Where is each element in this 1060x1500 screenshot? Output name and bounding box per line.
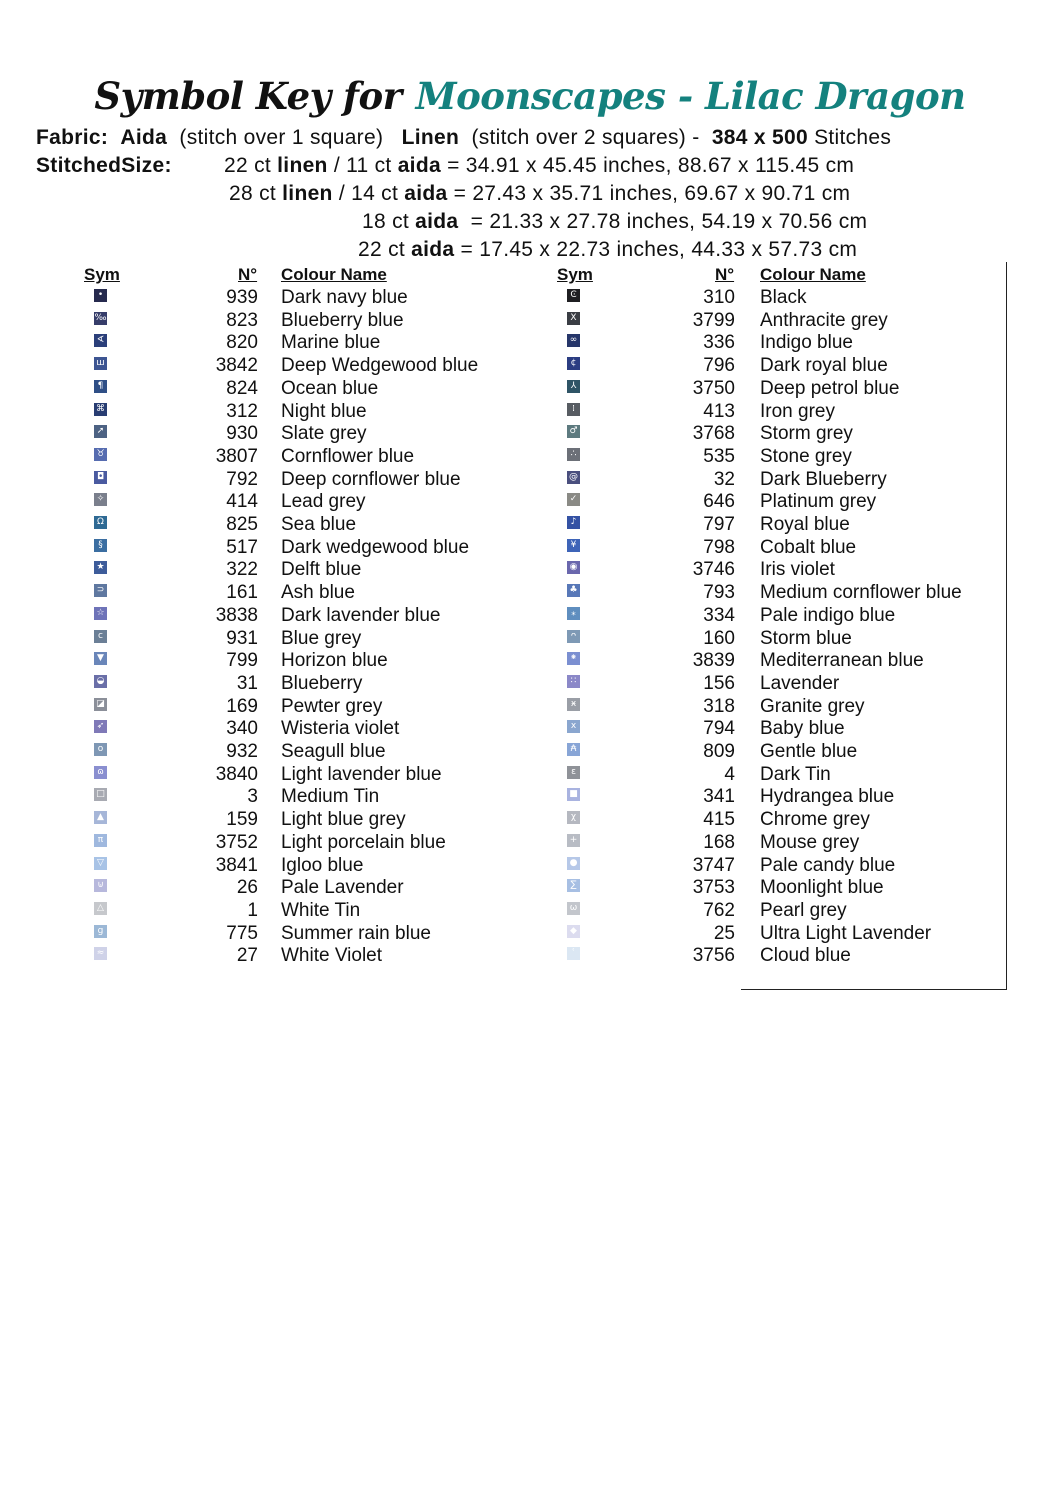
table-row [0, 901, 1060, 923]
colour-name: Ultra Light Lavender [760, 922, 932, 944]
thread-number: 32 [713, 468, 735, 490]
size-fabric: aida [415, 210, 459, 233]
symbol-swatch-icon: ◘ [94, 471, 107, 484]
thread-number: 3768 [692, 423, 735, 445]
size-dimensions: = 34.91 x 45.45 inches, 88.67 x 115.45 cm [440, 154, 855, 177]
page-title [0, 74, 1060, 118]
symbol-swatch-icon: ɷ [94, 766, 107, 779]
symbol-swatch-icon: ▲ [94, 811, 107, 824]
symbol-swatch-icon: ♉ [94, 448, 107, 461]
thread-number: 3 [247, 786, 258, 808]
thread-number: 3750 [692, 377, 735, 399]
size-fabric: aida [397, 154, 441, 177]
colour-name: Granite grey [760, 695, 865, 717]
colour-name: Delft blue [281, 559, 362, 581]
fabric-linen: Linen [401, 126, 460, 149]
colour-name: Moonlight blue [760, 877, 884, 899]
table-row [0, 583, 1060, 605]
size-fabric: linen [277, 154, 328, 177]
colour-name: Gentle blue [760, 741, 858, 762]
symbol-swatch-icon: g [94, 925, 107, 938]
thread-number: 4 [724, 763, 735, 785]
symbol-swatch-icon: Х [567, 312, 580, 325]
table-row [0, 379, 1060, 401]
table-row [0, 833, 1060, 855]
thread-number: 334 [703, 604, 735, 626]
thread-number: 31 [236, 672, 258, 694]
symbol-swatch-icon: ¢ [567, 357, 580, 370]
colour-name: Black [760, 287, 807, 308]
colour-name: Medium Tin [281, 786, 380, 808]
thread-number: 3841 [215, 854, 258, 876]
size-fabric: aida [404, 182, 448, 205]
table-row [0, 742, 1060, 764]
symbol-swatch-icon: ⊃ [94, 584, 107, 597]
symbol-swatch-icon: @ [569, 471, 578, 482]
thread-number: 340 [226, 718, 258, 740]
colour-name: Storm grey [760, 423, 853, 445]
thread-number: 1 [247, 899, 258, 921]
symbol-swatch-icon: ▼ [94, 652, 107, 665]
colour-name: White Violet [281, 945, 383, 967]
symbol-swatch-icon: ᴖ [567, 630, 580, 643]
thread-number: 930 [226, 423, 258, 445]
thread-number: 646 [703, 491, 735, 513]
colour-name: Lead grey [281, 491, 366, 513]
thread-number: 824 [226, 377, 258, 399]
thread-number: 517 [226, 536, 258, 558]
thread-number: 823 [226, 309, 258, 331]
colour-name: Cloud blue [760, 945, 851, 967]
thread-number: 415 [703, 809, 735, 831]
size-count: / 14 ct [332, 182, 405, 205]
table-row [0, 878, 1060, 900]
symbol-swatch-icon: x [567, 720, 580, 733]
size-count: / 11 ct [327, 154, 398, 177]
symbol-swatch-icon: Ω [94, 516, 107, 529]
colour-name: Storm blue [760, 627, 852, 649]
table-row [0, 356, 1060, 378]
symbol-swatch-icon: ➶ [94, 720, 107, 733]
header-sym-left: Sym [84, 265, 120, 284]
symbol-swatch-icon: ω [567, 902, 580, 915]
symbol-swatch-icon: ✧ [94, 493, 107, 506]
thread-number: 931 [226, 627, 258, 649]
size-dimensions: = 21.33 x 27.78 inches, 54.19 x 70.56 cm [458, 210, 868, 233]
symbol-swatch-icon: △ [94, 902, 107, 915]
colour-name: Cornflower blue [281, 445, 415, 467]
thread-number: 312 [226, 400, 258, 422]
colour-name: Night blue [281, 400, 367, 422]
colour-name: Anthracite grey [760, 309, 888, 331]
colour-name: Stone grey [760, 445, 852, 467]
thread-number: 322 [226, 559, 258, 581]
symbol-swatch-icon: o [94, 743, 107, 756]
colour-name: White Tin [281, 899, 361, 921]
symbol-swatch-icon: ♂ [567, 425, 580, 438]
title-pattern-name: Moonscapes - Lilac Dragon [415, 74, 966, 118]
colour-name: Wisteria violet [281, 718, 400, 740]
colour-name: Platinum grey [760, 491, 877, 513]
symbol-swatch-icon: ■ [567, 788, 580, 801]
colour-name: Igloo blue [281, 854, 364, 876]
table-row [0, 311, 1060, 333]
symbol-swatch-icon: ₳ [567, 743, 580, 756]
colour-name: Dark lavender blue [281, 604, 441, 626]
colour-name: Pearl grey [760, 899, 847, 921]
thread-number: 3839 [692, 650, 735, 672]
table-row [0, 651, 1060, 673]
size-fabric: linen [282, 182, 333, 205]
table-row [0, 492, 1060, 514]
colour-name: Horizon blue [281, 650, 388, 672]
colour-name: Blue grey [281, 627, 362, 649]
symbol-swatch-icon: ∞ [567, 334, 580, 347]
symbol-swatch-icon: Ͼ [567, 289, 580, 302]
thread-number: 809 [703, 741, 735, 762]
fabric-linen-note: (stitch over 2 squares) - [471, 126, 700, 149]
fabric-stitches: Stitches [814, 126, 892, 149]
colour-name: Marine blue [281, 332, 381, 354]
table-row [0, 719, 1060, 741]
symbol-swatch-icon: ⁎ [567, 607, 580, 620]
fabric-aida-note: (stitch over 1 square) [179, 126, 384, 149]
colour-name: Dark Tin [760, 763, 831, 785]
thread-number: 775 [226, 922, 258, 944]
fabric-dims: 384 x 500 [711, 126, 808, 149]
stitched-size-line [358, 238, 857, 262]
size-count: 22 ct [224, 154, 278, 177]
fabric-label: Fabric: [36, 126, 109, 149]
table-row [0, 402, 1060, 424]
thread-number: 159 [226, 809, 258, 831]
thread-number: 820 [226, 332, 258, 354]
thread-number: 825 [226, 514, 258, 535]
symbol-swatch-icon: ⁕ [567, 652, 580, 665]
colour-name: Dark wedgewood blue [281, 536, 470, 558]
symbol-swatch-icon: ◉ [567, 561, 580, 574]
symbol-swatch-icon: ☆ [94, 607, 107, 620]
symbol-swatch-icon: ✓ [567, 493, 580, 506]
thread-number: 762 [703, 899, 735, 921]
thread-number: 161 [226, 582, 258, 604]
colour-name: Medium cornflower blue [760, 582, 962, 604]
symbol-swatch-icon: ➚ [94, 425, 107, 438]
table-row [0, 629, 1060, 651]
colour-name: Light blue grey [281, 809, 406, 831]
symbol-swatch-icon: ∴ [567, 448, 580, 461]
thread-number: 3840 [215, 763, 258, 785]
symbol-swatch-icon: ◆ [567, 925, 580, 938]
symbol-swatch-icon: ≈ [94, 947, 107, 960]
thread-number: 3752 [215, 831, 258, 853]
table-row [0, 333, 1060, 355]
symbol-swatch-icon: ʿ [567, 947, 580, 960]
thread-number: 798 [703, 536, 735, 558]
size-count: 22 ct [358, 238, 412, 261]
symbol-swatch-icon: ★ [94, 561, 107, 574]
thread-number: 27 [236, 945, 258, 967]
table-row [0, 697, 1060, 719]
symbol-swatch-icon: π [94, 834, 107, 847]
table-row [0, 288, 1060, 310]
table-row [0, 447, 1060, 469]
symbol-swatch-icon: ● [567, 857, 580, 870]
symbol-swatch-icon: □ [94, 788, 107, 801]
colour-name: Iris violet [760, 559, 835, 581]
table-row [0, 538, 1060, 560]
colour-name: Cobalt blue [760, 536, 857, 558]
symbol-swatch-icon: + [567, 834, 580, 847]
header-name-left: Colour Name [281, 265, 387, 284]
colour-name: Indigo blue [760, 332, 853, 354]
symbol-swatch-icon: ⁞ [567, 403, 580, 416]
stitched-size-line [362, 210, 867, 234]
colour-name: Deep petrol blue [760, 377, 900, 399]
stitched-size-line [224, 154, 854, 178]
fabric-line [36, 126, 891, 150]
thread-number: 793 [703, 582, 735, 604]
symbol-swatch-icon: ∢ [94, 334, 107, 347]
colour-name: Dark navy blue [281, 287, 408, 308]
thread-number: 414 [226, 491, 258, 513]
colour-name: Lavender [760, 672, 840, 694]
table-row [0, 810, 1060, 832]
table-row [0, 946, 1060, 968]
thread-number: 797 [703, 514, 735, 535]
header-num-left: N° [238, 265, 258, 284]
colour-name: Pale indigo blue [760, 604, 896, 626]
symbol-swatch-icon: ‰ [94, 312, 107, 323]
thread-number: 25 [713, 922, 735, 944]
symbol-swatch-icon: ∑ [567, 879, 580, 892]
thread-number: 939 [226, 287, 258, 308]
colour-name: Dark Blueberry [760, 468, 887, 490]
thread-number: 160 [703, 627, 735, 649]
fabric-aida: Aida [120, 126, 168, 149]
thread-number: 156 [703, 672, 735, 694]
symbol-swatch-icon: ɛ [567, 766, 580, 779]
symbol-swatch-icon: ▽ [94, 857, 107, 870]
table-row [0, 856, 1060, 878]
thread-number: 413 [703, 400, 735, 422]
table-row [0, 606, 1060, 628]
size-count: 28 ct [229, 182, 283, 205]
symbol-swatch-icon: ◪ [94, 698, 107, 711]
size-fabric: aida [411, 238, 455, 261]
thread-number: 3838 [215, 604, 258, 626]
thread-number: 796 [703, 355, 735, 377]
thread-number: 310 [703, 287, 735, 308]
table-row [0, 765, 1060, 787]
symbol-swatch-icon: χ [567, 811, 580, 824]
table-row [0, 470, 1060, 492]
symbol-swatch-icon: • [94, 289, 107, 302]
thread-number: 3807 [215, 445, 258, 467]
table-row [0, 560, 1060, 582]
thread-number: 535 [703, 445, 735, 467]
size-dimensions: = 17.45 x 22.73 inches, 44.33 x 57.73 cm [454, 238, 858, 261]
thread-number: 336 [703, 332, 735, 354]
colour-name: Summer rain blue [281, 922, 431, 944]
thread-number: 3753 [692, 877, 735, 899]
header-sym-right: Sym [557, 265, 593, 284]
symbol-swatch-icon: ш [94, 357, 107, 370]
thread-number: 318 [703, 695, 735, 717]
size-dimensions: = 27.43 x 35.71 inches, 69.67 x 90.71 cm [447, 182, 851, 205]
thread-number: 26 [236, 877, 258, 899]
size-count: 18 ct [362, 210, 416, 233]
colour-name: Dark royal blue [760, 355, 888, 377]
symbol-swatch-icon: ∷ [567, 675, 580, 688]
thread-number: 3756 [692, 945, 735, 967]
colour-name: Blueberry blue [281, 309, 404, 331]
symbol-swatch-icon: ӿ [567, 698, 580, 711]
symbol-swatch-icon: ¶ [94, 380, 107, 393]
header-num-right: N° [715, 265, 735, 284]
colour-name: Seagull blue [281, 741, 386, 762]
table-row [0, 924, 1060, 946]
symbol-swatch-icon: c [94, 630, 107, 643]
colour-name: Light porcelain blue [281, 831, 446, 853]
symbol-swatch-icon: § [94, 539, 107, 552]
thread-number: 3799 [692, 309, 735, 331]
table-bottom-border [741, 989, 1007, 990]
table-right-border [1006, 262, 1007, 990]
title-prefix: Symbol Key for [94, 74, 402, 118]
colour-name: Iron grey [760, 400, 835, 422]
table-row [0, 787, 1060, 809]
symbol-swatch-icon: ¥ [567, 539, 580, 552]
colour-name: Sea blue [281, 514, 357, 535]
symbol-swatch-icon: ⅄ [567, 380, 580, 393]
thread-number: 792 [226, 468, 258, 490]
colour-name: Mediterranean blue [760, 650, 924, 672]
colour-name: Baby blue [760, 718, 845, 740]
thread-number: 169 [226, 695, 258, 717]
thread-number: 3842 [215, 355, 258, 377]
colour-name: Deep cornflower blue [281, 468, 461, 490]
colour-name: Ash blue [281, 582, 355, 604]
symbol-swatch-icon: ⊍ [94, 879, 107, 892]
colour-name: Slate grey [281, 423, 367, 445]
thread-number: 341 [703, 786, 735, 808]
colour-name: Pewter grey [281, 695, 383, 717]
table-row [0, 674, 1060, 696]
stitched-size-line [229, 182, 850, 206]
symbol-swatch-icon: ♪ [567, 516, 580, 529]
colour-name: Royal blue [760, 514, 850, 535]
symbol-swatch-icon: ⌘ [96, 403, 105, 414]
colour-name: Blueberry [281, 672, 363, 694]
colour-name: Ocean blue [281, 377, 379, 399]
stitched-size-label: StitchedSize: [36, 154, 172, 177]
table-row [0, 515, 1060, 537]
symbol-swatch-icon: ♣ [567, 584, 580, 597]
colour-name: Mouse grey [760, 831, 860, 853]
colour-name: Pale Lavender [281, 877, 404, 899]
colour-name: Chrome grey [760, 809, 870, 831]
thread-number: 799 [226, 650, 258, 672]
symbol-swatch-icon: ◒ [94, 675, 107, 688]
header-name-right: Colour Name [760, 265, 866, 284]
thread-number: 3747 [692, 854, 735, 876]
colour-name: Hydrangea blue [760, 786, 895, 808]
thread-number: 794 [703, 718, 735, 740]
table-row [0, 424, 1060, 446]
thread-number: 168 [703, 831, 735, 853]
thread-number: 932 [226, 741, 258, 762]
colour-name: Light lavender blue [281, 763, 442, 785]
colour-name: Deep Wedgewood blue [281, 355, 479, 377]
colour-name: Pale candy blue [760, 854, 896, 876]
thread-number: 3746 [692, 559, 735, 581]
